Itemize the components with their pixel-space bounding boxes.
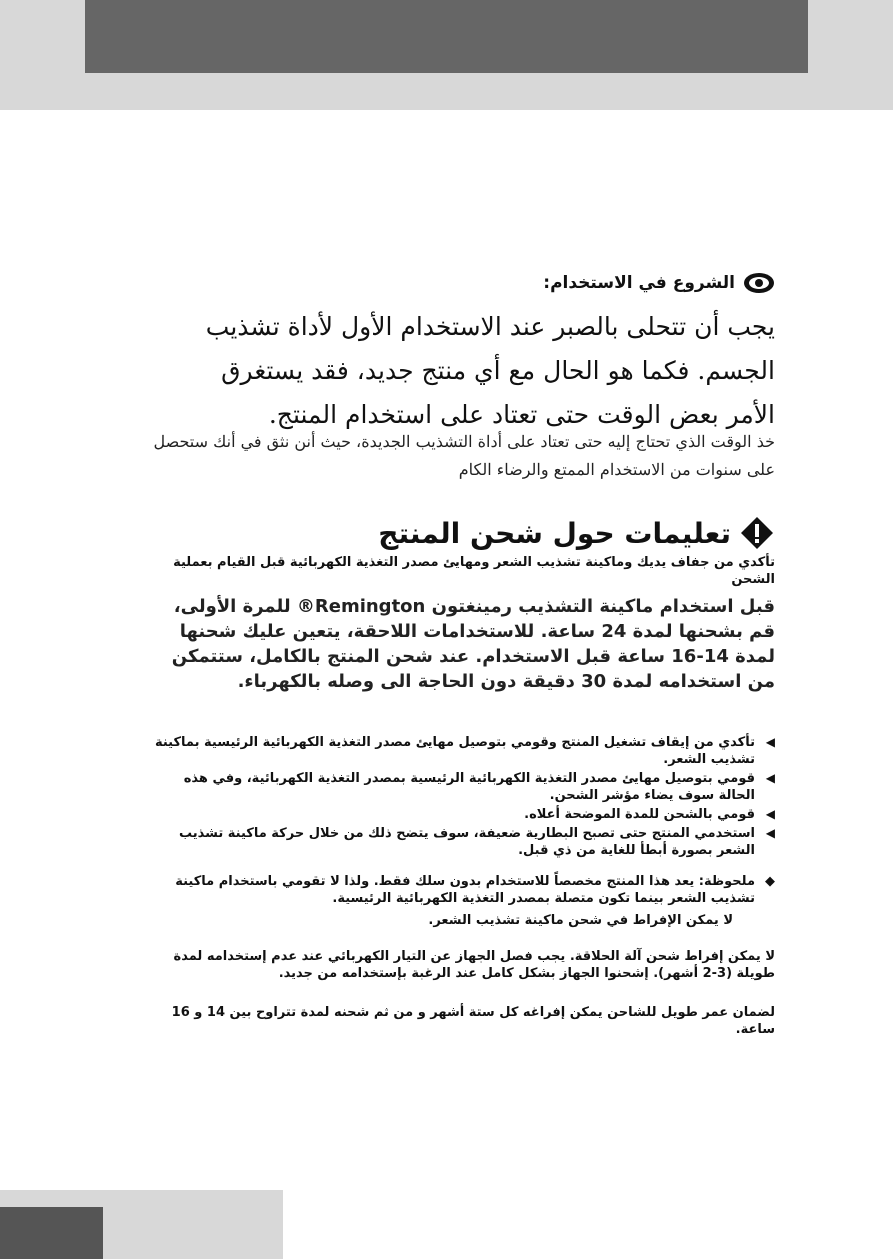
cordless-note: ◆ ملحوظة: يعد هذا المنتج مخصصاً للاستخدام بدون سلك فقط. ولذا لا تقومي باستخدام ماكينة تشذيب الشعر بينما تكون متصلة بمصدر التغذية الكهربائية الرئيسية. [175,874,775,906]
charging-steps [145,734,775,861]
diamond-bullet-icon: ◆ [765,874,775,889]
intro-paragraph: يجب أن تتحلى بالصبر عند الاستخدام الأول لأداة تشذيب الجسم. فكما هو الحال مع أي منتج جديد، فقد يستغرق الأمر بعض الوقت حتى تعتاد على استخدام المنتج. [205,312,775,429]
list-item: ◀ تأكدي من إيقاف تشغيل المنتج وقومي بتوصيل مهايئ مصدر التغذية الكهربائية الرئيسية بماكينة تشذيب الشعر. [154,735,775,767]
start-heading [543,272,775,294]
warning-icon [739,515,775,551]
triangle-left-icon: ◀ [765,735,775,749]
list-item: ◀ قومي بتوصيل مهايئ مصدر التغذية الكهربائية الرئيسية بمصدر التغذية الكهربائية، وفي هذه الحالة سوف يضاء مؤشر الشحن. [183,771,775,803]
eye-icon [743,272,775,294]
charging-heading [378,515,775,551]
dry-hands-warning: تأكدي من جفاف يديك وماكينة تشذيب الشعر ومهايئ مصدر التغذية الكهربائية قبل القيام بعملية الشحن [173,555,775,587]
triangle-left-icon: ◀ [765,807,775,821]
storage-paragraph: لا يمكن إفراط شحن آلة الحلاقة. يجب فصل الجهاز عن التيار الكهربائي عند عدم إستخدامه لمدة طويلة (3-2 أشهر). إشحنوا الجهاز بشكل كامل عند الرغبة بإستخدامه من جديد. [173,949,775,981]
header-bar [85,0,808,73]
charging-heading-text: تعليمات حول شحن المنتج [378,516,731,550]
triangle-left-icon: ◀ [765,826,775,840]
start-heading-text: الشروع في الاستخدام: [543,273,735,293]
first-use-paragraph: قبل استخدام ماكينة التشذيب رمينغتون Remington® للمرة الأولى، قم بشحنها لمدة 24 ساعة. للاستخدامات اللاحقة، يتعين عليك شحنها لمدة 14-16 ساعة قبل الاستخدام. عند شحن المنتج بالكامل، ستتمكن من استخدامه لمدة 30 دقيقة دون الحاجة الى وصله بالكهرباء. [171,596,775,692]
footer-bar [0,1207,103,1259]
triangle-left-icon: ◀ [765,771,775,785]
list-item: ◀ استخدمي المنتج حتى تصبح البطارية ضعيفة، سوف يتضح ذلك من خلال حركة ماكينة تشذيب الشعر بصورة أبطأ للغاية من ذي قبل. [179,826,775,858]
list-item: ◀ قومي بالشحن للمدة الموضحة أعلاه. [524,807,775,822]
patience-paragraph: خذ الوقت الذي تحتاج إليه حتى تعتاد على أداة التشذيب الجديدة، حيث أنن نثق في أنك ستحصل على سنوات من الاستخدام الممتع والرضاء الكام [153,432,775,479]
battery-life-paragraph: لضمان عمر طويل للشاحن يمكن إفراغه كل ستة أشهر و من ثم شحنه لمدة تتراوح بين 14 و 16 ساعة. [171,1005,775,1037]
no-overcharge-text: لا يمكن الإفراط في شحن ماكينة تشذيب الشعر. [428,913,733,928]
